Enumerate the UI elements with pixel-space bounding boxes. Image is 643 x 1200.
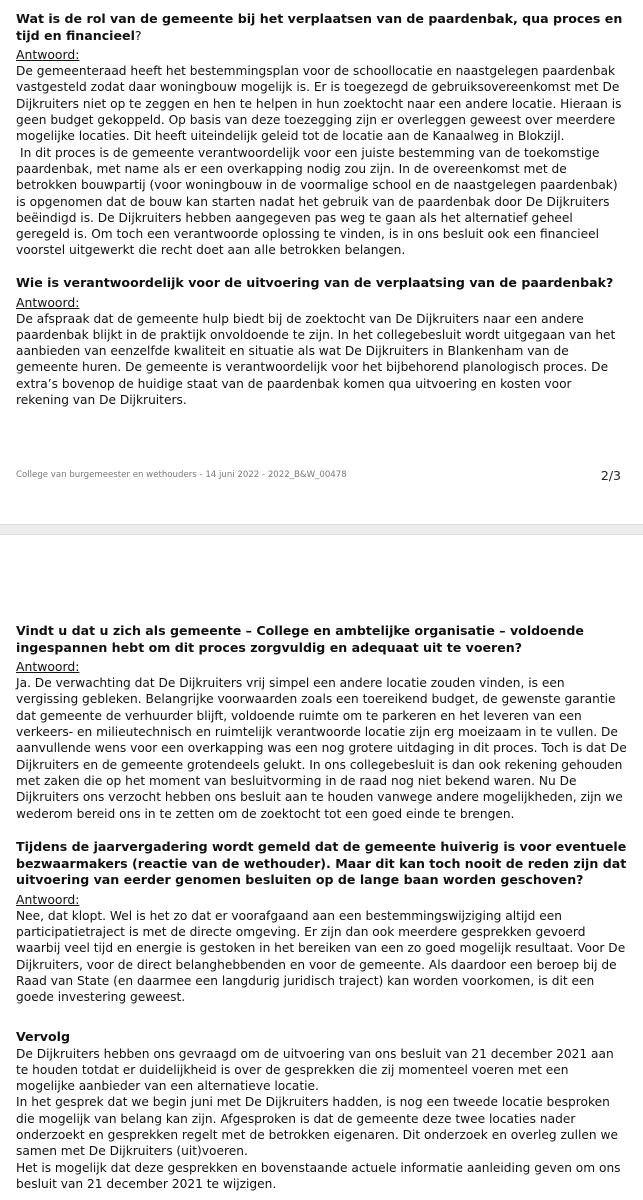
answer-paragraph: De gemeenteraad heeft het bestemmingsplan voor de schoollocatie en naastgelegen paardenbak vastgesteld zodat daar woningbouw mogelijk is. Er is toegezegd de gebruiksovereenkomst met De Dijkruiters niet op te zeggen en hen te helpen in hun zoektocht naar een andere locatie. Hieraan is geen budget gekoppeld. Op basis van deze toezegging zijn er overleggen geweest over meerdere mogelijke locaties. Dit heeft uiteindelijk geleid tot de locatie aan de Kanaalweg in Blokzijl. (16, 64, 622, 144)
question-heading: Wie is verantwoordelijk voor de uitvoering van de verplaatsing van de paardenbak? (16, 275, 614, 290)
vervolg-paragraph: In het gesprek dat we begin juni met De Dijkruiters hadden, is nog een tweede locatie besproken die mogelijk van belang kan zijn. Afgesproken is dat de gemeente deze twee locaties nader onderzoekt en gesprekken regelt met de betrokken eigenaren. Dit onderzoek en overleg zullen we samen met De Dijkruiters (uit)voeren. (16, 1095, 618, 1159)
answer-paragraph: In dit proces is de gemeente verantwoordelijk voor een juiste bestemming van de toekomstige paardenbak, met name als er een overkapping nodig zou zijn. In de overeenkomst met de betrokken bouwpartij (voor woningbouw in de voormalige school en de naastgelegen paardenbak) is opgenomen dat de bouw kan starten nadat het gebruik van de paardenbak door De Dijkruiters beëindigd is. De Dijkruiters hebben aangegeven pas weg te gaan als het alternatief geheel geregeld is. Om toch een verantwoorde oplossing te vinden, is in ons besluit ook een financieel voorstel uitgewerkt die recht doet aan alle betrokken belangen. (16, 145, 618, 258)
qa-block-objectors (16, 839, 628, 1006)
vervolg-paragraph: De Dijkruiters hebben ons gevraagd om de uitvoering van ons besluit van 21 december 2021 aan te houden totdat er duidelijkheid is over de gesprekken die zij momenteel voeren met een mogelijke aanbieder van een alternatieve locatie. (16, 1046, 614, 1094)
document-page-3 (0, 535, 643, 1200)
answer-paragraph: Ja. De verwachting dat De Dijkruiters vrij simpel een andere locatie zouden vinden, is een vergissing gebleken. Belangrijke voorwaarden zoals een toereikend budget, de gewenste garantie dat gemeente de verhuurder blijft, voldoende ruimte om te parkeren en het leveren van een verkeers- en milieutechnisch en ruimtelijk verantwoorde locatie zijn erg moeizaam in te vullen. De aanvullende wens voor een overkapping was een nog grotere uitdaging in dit proces. Toch is dat De Dijkruiters en de gemeente grotendeels gelukt. In ons collegebesluit is dan ook rekening gehouden met zaken die op het moment van besluitvorming in de raad nog niet bekend waren. Nu De Dijkruiters ons verzocht hebben ons besluit aan te houden vanwege andere mogelijkheden, zijn we wederom bereid ons in te zetten om de zoektocht tot een goed einde te brengen. (16, 676, 627, 821)
page-separator (0, 524, 643, 535)
vervolg-paragraph: Het is mogelijk dat deze gesprekken en bovenstaande actuele informatie aanleiding geven om ons besluit van 21 december 2021 te wijzigen. (16, 1160, 621, 1191)
answer-label: Antwoord: (16, 294, 80, 310)
answer-label: Antwoord: (16, 47, 80, 63)
question-heading: Vindt u dat u zich als gemeente – College en ambtelijke organisatie – voldoende ingespannen hebt om dit proces zorgvuldig en adequaat uit te voeren? (16, 623, 584, 655)
document-page-2 (0, 0, 643, 524)
qa-block-effort (16, 623, 628, 822)
question-heading: Tijdens de jaarvergadering wordt gemeld dat de gemeente huiverig is voor eventuele bezwaarmakers (reactie van de wethouder). Maar dit kan toch nooit de reden zijn dat uitvoering van eerder genomen besluiten op de lange baan worden geschoven? (16, 839, 627, 888)
qa-block-role-municipality (16, 11, 628, 259)
answer-paragraph: Nee, dat klopt. Wel is het zo dat er voorafgaand aan een bestemmingswijziging altijd een participatietraject is met de directe omgeving. Er zijn dan ook meerdere gesprekken gevoerd waarbij veel tijd en energie is gestoken in het bereiken van een zo goed mogelijk resultaat. Voor De Dijkruiters, voor de direct belanghebbenden en voor de gemeente. Als daardoor een beroep bij de Raad van State (en daarmee een langdurig juridisch traject) kan worden voorkomen, is dit een goede investering geweest. (16, 908, 626, 1005)
page-number: 2/3 (600, 468, 621, 483)
section-vervolg (16, 1029, 628, 1192)
answer-label: Antwoord: (16, 891, 80, 907)
question-heading: Wat is de rol van de gemeente bij het verplaatsen van de paardenbak, qua proces en tijd en financieel? (16, 11, 623, 43)
page-footer-text: College van burgemeester en wethouders - 14 juni 2022 - 2022_B&W_00478 (16, 470, 347, 480)
qa-block-responsibility (16, 275, 628, 408)
answer-label: Antwoord: (16, 659, 80, 675)
answer-paragraph: De afspraak dat de gemeente hulp biedt bij de zoektocht van De Dijkruiters naar een andere paardenbak blijkt in de praktijk onvoldoende te zijn. In het collegebesluit wordt uitgegaan van het aanbieden van eenzelfde kwaliteit en situatie als wat De Dijkruiters in Blankenham van de gemeente huren. De gemeente is verantwoordelijk voor het bijbehorend planologisch proces. De extra’s bovenop de huidige staat van de paardenbak komen qua uitvoering en kosten voor rekening van De Dijkruiters. (16, 311, 616, 408)
section-heading: Vervolg (16, 1029, 71, 1044)
